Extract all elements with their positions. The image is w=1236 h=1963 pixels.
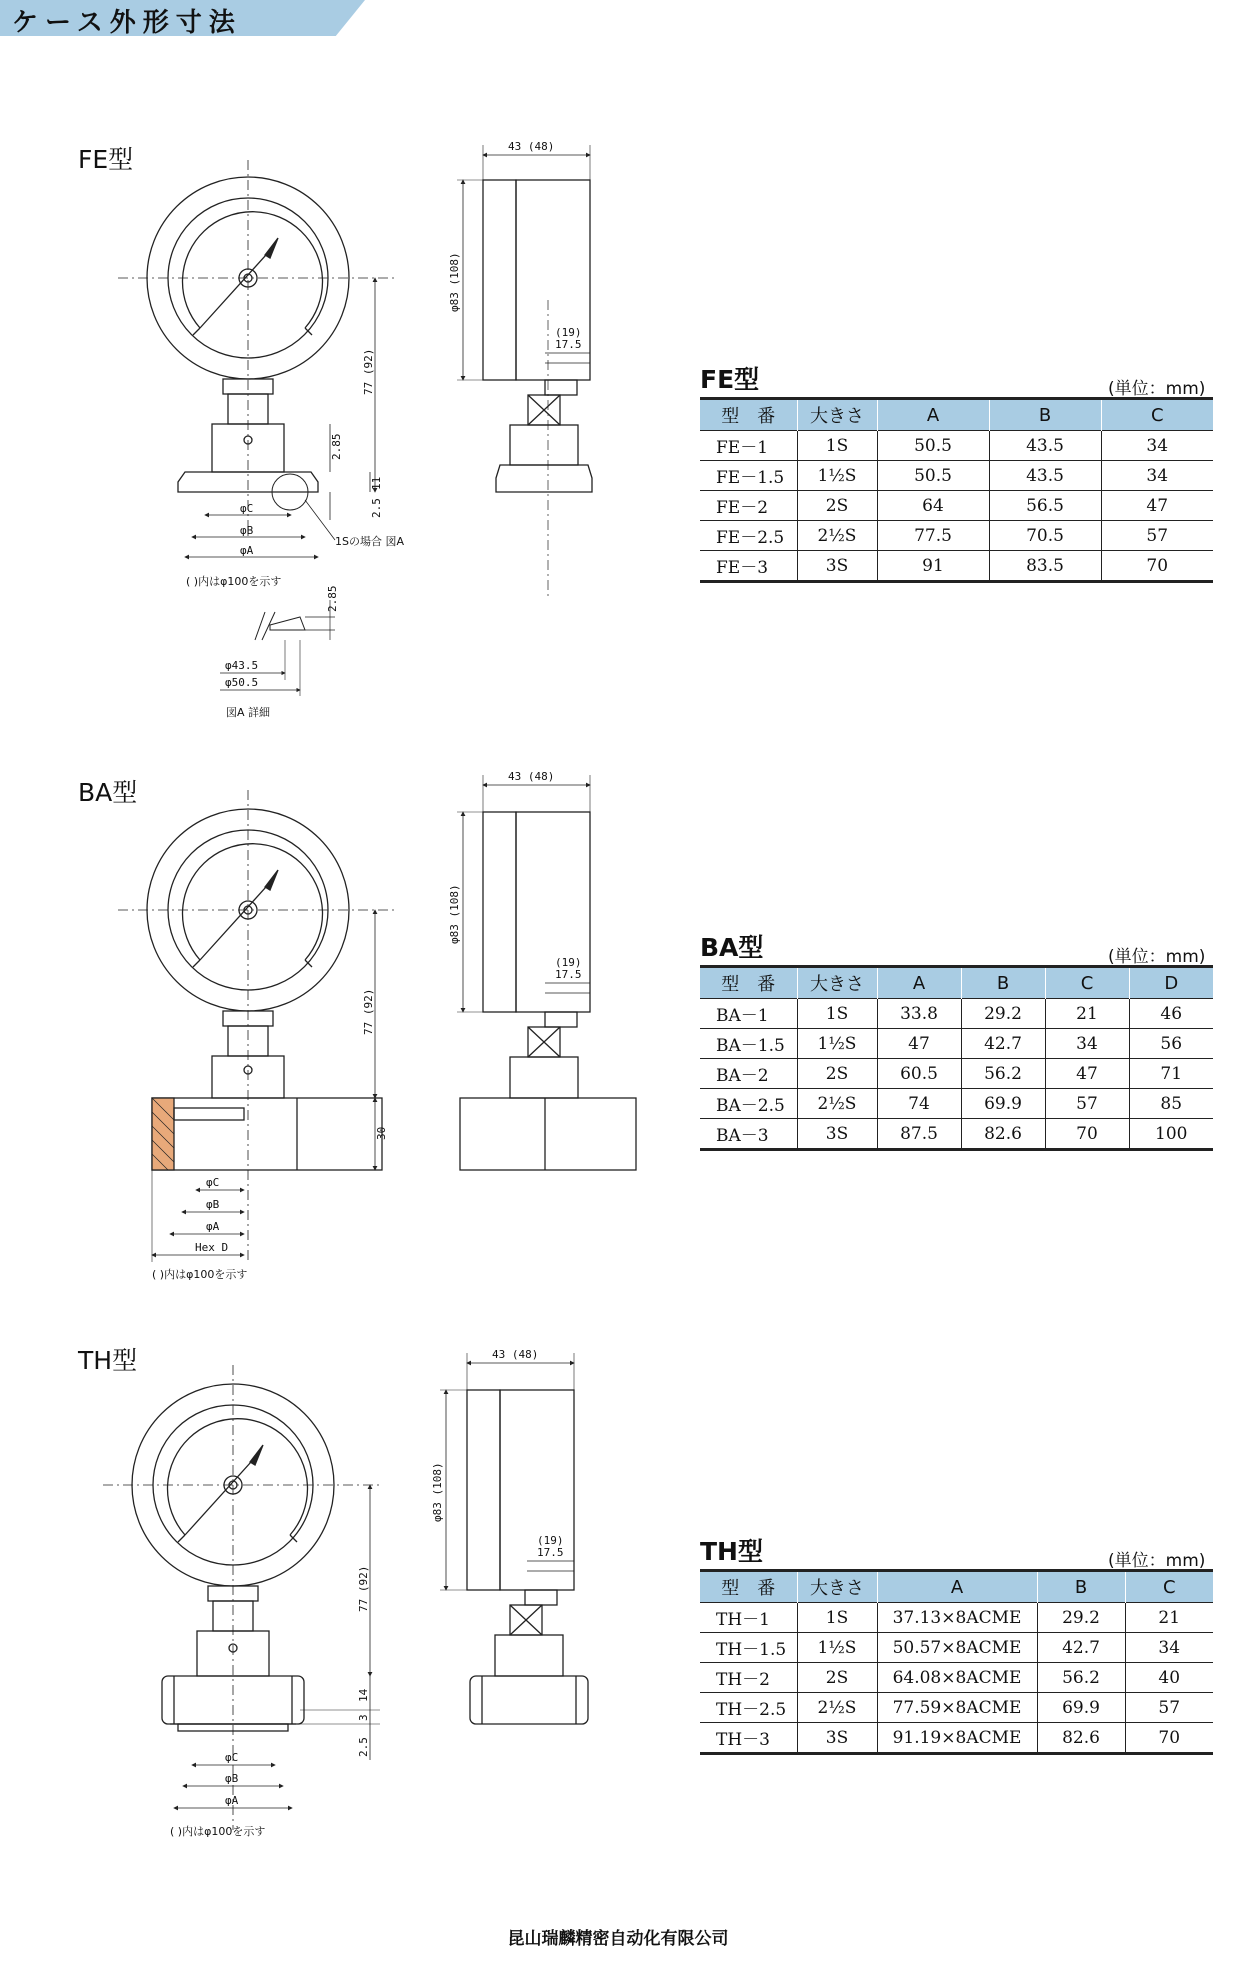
table-cell: BA－3 — [700, 1119, 797, 1150]
ba-paren-note: ( )内はφ100を示す — [152, 1268, 248, 1281]
ba-table-title: BA型 — [700, 933, 764, 962]
th-a-dim: φA — [225, 1794, 239, 1807]
th-port19-dim: (19) — [537, 1534, 564, 1547]
table-cell: 82.6 — [1037, 1723, 1125, 1754]
table-cell: BA－2.5 — [700, 1089, 797, 1119]
col-header: A — [877, 1571, 1037, 1603]
table-cell: 57 — [1045, 1089, 1129, 1119]
col-header: B — [989, 399, 1101, 431]
table-row — [700, 1029, 1213, 1059]
table-cell: 43.5 — [989, 461, 1101, 491]
table-header-row — [700, 1571, 1213, 1603]
table-row — [700, 1059, 1213, 1089]
th-14-dim: 14 — [357, 1688, 370, 1702]
ba-a-dim: φA — [206, 1220, 220, 1233]
fe-detail-title: 図A 詳細 — [226, 706, 271, 719]
fe-a-dim: φA — [240, 544, 254, 557]
col-header: B — [1037, 1571, 1125, 1603]
table-cell: 21 — [1125, 1603, 1213, 1633]
table-row — [700, 1723, 1213, 1754]
table-cell: 77.59×8ACME — [877, 1693, 1037, 1723]
ba-table-unit: (単位：mm) — [1108, 947, 1206, 967]
fe-dia-dim: φ83 (108) — [448, 252, 461, 312]
table-cell: 56.2 — [1037, 1663, 1125, 1693]
table-cell: BA－2 — [700, 1059, 797, 1089]
table-row — [700, 999, 1213, 1029]
section-label-ba: BA型 — [78, 778, 138, 807]
table-cell: 1½S — [797, 1029, 877, 1059]
ba-side-view — [457, 775, 636, 1170]
table-cell: 57 — [1125, 1693, 1213, 1723]
fe-spec-table — [700, 397, 1213, 583]
table-cell: 34 — [1125, 1633, 1213, 1663]
table-cell: 70 — [1101, 551, 1213, 582]
col-header: 型 番 — [700, 1571, 797, 1603]
ba-height-dim: 77 (92) — [362, 988, 375, 1035]
table-cell: 40 — [1125, 1663, 1213, 1693]
table-cell: 50.5 — [877, 461, 989, 491]
col-header: C — [1101, 399, 1213, 431]
ba-c-dim: φC — [206, 1176, 220, 1189]
th-port175-dim: 17.5 — [537, 1546, 564, 1559]
table-cell: 2S — [797, 491, 877, 521]
table-cell: 82.6 — [961, 1119, 1045, 1150]
fe-b-dim: φB — [240, 524, 254, 537]
table-cell: FE－1.5 — [700, 461, 797, 491]
table-cell: 71 — [1129, 1059, 1213, 1089]
th-height-dim: 77 (92) — [357, 1565, 370, 1612]
table-cell: TH－2.5 — [700, 1693, 797, 1723]
th-table-unit: (単位：mm) — [1108, 1551, 1206, 1571]
table-cell: 43.5 — [989, 431, 1101, 461]
th-dia-dim: φ83 (108) — [431, 1462, 444, 1522]
ba-dia-dim: φ83 (108) — [448, 884, 461, 944]
fe-detail-435: φ43.5 — [225, 659, 259, 672]
table-cell: 34 — [1101, 431, 1213, 461]
table-row — [700, 1663, 1213, 1693]
table-cell: 47 — [1045, 1059, 1129, 1089]
th-c-dim: φC — [225, 1751, 239, 1764]
th-3-dim: 3 — [357, 1714, 370, 1721]
table-cell: 85 — [1129, 1089, 1213, 1119]
table-cell: 69.9 — [1037, 1693, 1125, 1723]
ba-spec-table — [700, 965, 1213, 1151]
table-cell: FE－3 — [700, 551, 797, 582]
fe-table-unit: (単位：mm) — [1108, 379, 1206, 399]
section-label-th: TH型 — [78, 1346, 138, 1375]
fe-port175-dim: 17.5 — [555, 338, 582, 351]
table-row — [700, 1603, 1213, 1633]
col-header: 大きさ — [797, 1571, 877, 1603]
table-cell: 70 — [1045, 1119, 1129, 1150]
table-cell: FE－2 — [700, 491, 797, 521]
table-cell: 2½S — [797, 1089, 877, 1119]
fe-port19-dim: (19) — [555, 326, 582, 339]
ba-30-dim: 30 — [375, 1126, 388, 1140]
table-cell: 74 — [877, 1089, 961, 1119]
table-cell: 3S — [797, 1119, 877, 1150]
table-cell: 87.5 — [877, 1119, 961, 1150]
fe-285-dim: 2.85 — [330, 433, 343, 460]
col-header: 大きさ — [797, 399, 877, 431]
table-header-row — [700, 399, 1213, 431]
th-width-dim: 43 (48) — [492, 1348, 539, 1361]
ba-b-dim: φB — [206, 1198, 220, 1211]
ba-port175-dim: 17.5 — [555, 968, 582, 981]
fe-11-dim: 11 — [370, 476, 383, 490]
fe-front-view — [118, 160, 395, 557]
table-cell: 70 — [1125, 1723, 1213, 1754]
table-cell: 3S — [797, 551, 877, 582]
table-cell: 50.57×8ACME — [877, 1633, 1037, 1663]
table-row — [700, 491, 1213, 521]
col-header: A — [877, 399, 989, 431]
fe-c-dim: φC — [240, 502, 254, 515]
table-cell: 64.08×8ACME — [877, 1663, 1037, 1693]
table-cell: 1S — [797, 431, 877, 461]
col-header: 型 番 — [700, 399, 797, 431]
table-row — [700, 1633, 1213, 1663]
table-cell: 83.5 — [989, 551, 1101, 582]
table-cell: TH－1 — [700, 1603, 797, 1633]
table-cell: 91.19×8ACME — [877, 1723, 1037, 1754]
table-row — [700, 1119, 1213, 1150]
company-footer: 昆山瑞麟精密自动化有限公司 — [507, 1929, 729, 1949]
table-cell: 29.2 — [1037, 1603, 1125, 1633]
table-cell: 21 — [1045, 999, 1129, 1029]
col-header: 大きさ — [797, 967, 877, 999]
th-25-dim: 2.5 — [357, 1737, 370, 1757]
table-cell: 34 — [1101, 461, 1213, 491]
table-cell: 2S — [797, 1059, 877, 1089]
table-cell: TH－1.5 — [700, 1633, 797, 1663]
col-header: 型 番 — [700, 967, 797, 999]
col-header: B — [961, 967, 1045, 999]
table-cell: 29.2 — [961, 999, 1045, 1029]
table-cell: TH－3 — [700, 1723, 797, 1754]
table-row — [700, 1693, 1213, 1723]
table-cell: 100 — [1129, 1119, 1213, 1150]
table-row — [700, 521, 1213, 551]
table-cell: BA－1 — [700, 999, 797, 1029]
ba-width-dim: 43 (48) — [508, 770, 555, 783]
page-title: ケース外形寸法 — [12, 8, 242, 38]
table-cell: 50.5 — [877, 431, 989, 461]
table-cell: FE－1 — [700, 431, 797, 461]
table-cell: 91 — [877, 551, 989, 582]
ba-hex-dim: Hex D — [195, 1241, 229, 1254]
table-cell: 56.2 — [961, 1059, 1045, 1089]
table-cell: 2½S — [797, 521, 877, 551]
col-header: D — [1129, 967, 1213, 999]
fe-note: 1Sの場合 図A — [335, 535, 405, 548]
table-cell: TH－2 — [700, 1663, 797, 1693]
table-cell: 56.5 — [989, 491, 1101, 521]
section-label-fe: FE型 — [78, 145, 134, 174]
table-row — [700, 461, 1213, 491]
table-cell: 2S — [797, 1663, 877, 1693]
ba-port19-dim: (19) — [555, 956, 582, 969]
table-cell: FE－2.5 — [700, 521, 797, 551]
table-cell: 69.9 — [961, 1089, 1045, 1119]
table-row — [700, 551, 1213, 582]
table-cell: 47 — [1101, 491, 1213, 521]
table-row — [700, 1089, 1213, 1119]
table-cell: 70.5 — [989, 521, 1101, 551]
table-cell: 77.5 — [877, 521, 989, 551]
table-cell: 42.7 — [1037, 1633, 1125, 1663]
table-cell: 42.7 — [961, 1029, 1045, 1059]
table-cell: 60.5 — [877, 1059, 961, 1089]
table-cell: 1½S — [797, 1633, 877, 1663]
table-cell: 34 — [1045, 1029, 1129, 1059]
fe-width-dim: 43 (48) — [508, 140, 555, 153]
table-cell: 3S — [797, 1723, 877, 1754]
th-paren-note: ( )内はφ100を示す — [170, 1825, 266, 1838]
col-header: A — [877, 967, 961, 999]
fe-side-view — [457, 145, 592, 600]
fe-detail-285: 2.85 — [326, 585, 339, 612]
table-cell: 1S — [797, 999, 877, 1029]
th-table-title: TH型 — [700, 1537, 763, 1566]
fe-paren-note: ( )内はφ100を示す — [186, 575, 282, 588]
table-cell: 57 — [1101, 521, 1213, 551]
table-header-row — [700, 967, 1213, 999]
table-cell: 2½S — [797, 1693, 877, 1723]
col-header: C — [1125, 1571, 1213, 1603]
fe-height-dim: 77 (92) — [362, 348, 375, 395]
table-row — [700, 431, 1213, 461]
table-cell: 1S — [797, 1603, 877, 1633]
th-b-dim: φB — [225, 1772, 239, 1785]
table-cell: 37.13×8ACME — [877, 1603, 1037, 1633]
th-side-view — [440, 1353, 588, 1724]
table-cell: 33.8 — [877, 999, 961, 1029]
table-cell: 1½S — [797, 461, 877, 491]
fe-table-title: FE型 — [700, 365, 760, 394]
fe-detail-505: φ50.5 — [225, 676, 259, 689]
col-header: C — [1045, 967, 1129, 999]
th-front-view — [103, 1365, 380, 1830]
table-cell: 47 — [877, 1029, 961, 1059]
fe-25-dim: 2.5 — [370, 498, 383, 518]
table-cell: 46 — [1129, 999, 1213, 1029]
table-cell: 56 — [1129, 1029, 1213, 1059]
ba-front-view — [118, 790, 395, 1262]
table-cell: 64 — [877, 491, 989, 521]
table-cell: BA－1.5 — [700, 1029, 797, 1059]
th-spec-table — [700, 1569, 1213, 1755]
